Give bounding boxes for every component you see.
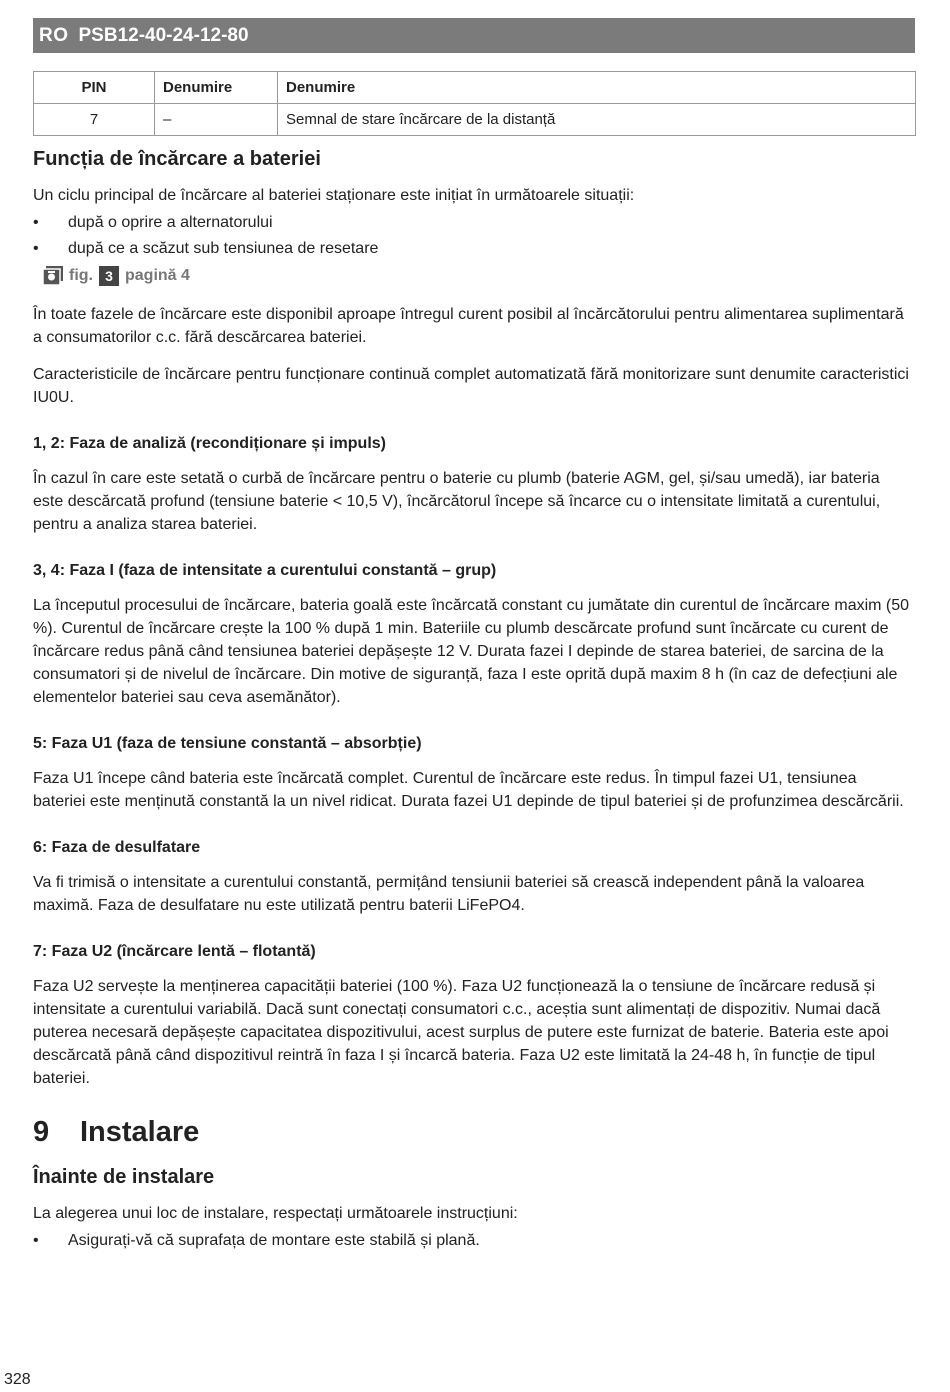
phase-title: 5: Faza U1 (faza de tensiune constantă – absorbție) [33,735,422,752]
install-subtitle: Înainte de instalare [33,1166,215,1188]
phase-title: 6: Faza de desulfatare [33,839,201,856]
language-code: RO [39,24,69,46]
chapter-title: Instalare [80,1116,200,1148]
list-item: • după ce a scăzut sub tensiunea de resetare [33,240,379,257]
install-bullet-list [33,1229,913,1252]
pin-table [33,71,916,136]
phase-text: Faza U2 servește la menținerea capacității bateriei (100 %). Faza U2 funcționează la o tensiune de încărcare redusă și intensitate a curentului variabilă. Dacă sunt conectați consumatori c.c., aceștia sunt alimentați de dispozitiv. Numai dacă puterea necesară depășește capacitatea dispozitivului, acest surplus de putere este furnizat de baterie. Bateria este apoi descărcată până când dispozitivul reintră în faza I și încarcă bateria. Faza U2 este limitată la 24-48 h, în funcție de tipul bateriei. [33,978,889,1087]
table-row [34,104,916,136]
cell-pin: 7 [34,104,155,136]
page-number: 328 [4,1371,31,1388]
phase-title: 7: Faza U2 (încărcare lentă – flotantă) [33,943,316,960]
phase-text: Faza U1 începe când bateria este încărcată complet. Curentul de încărcare este redus. În timpul fazei U1, tensiunea bateriei este menținută constantă la un nivel ridicat. Durata fazei U1 depinde de tipul bateriei și de profunzimea descărcării. [33,770,904,810]
phase-text: În cazul în care este setată o curbă de încărcare pentru o baterie cu plumb (baterie AGM, gel, și/sau umedă), iar bateria este descărcată profund (tensiune baterie < 10,5 V), încărcătorul începe să încarce cu o intensitate limitată a curentului, pentru a analiza starea bateriei. [33,470,881,533]
figure-number: 3 [99,266,119,286]
chapter-heading [33,1114,913,1150]
chapter-number: 9 [33,1116,50,1148]
section-title-charge: Funcția de încărcare a bateriei [33,148,321,170]
list-item: • după o oprire a alternatorului [33,214,273,231]
camera-icon [43,266,63,285]
figure-reference[interactable] [43,264,913,287]
charge-paragraph-1: În toate fazele de încărcare este disponibil aproape întregul curent posibil al încărcătorului pentru alimentarea suplimentară a consumatorilor c.c. fără descărcarea bateriei. [33,306,904,346]
table-header-row [34,72,916,104]
figure-page: pagină 4 [125,267,190,284]
col-header-desc: Denumire [278,72,916,104]
phase-text: La începutul procesului de încărcare, bateria goală este încărcată constant cu jumătate din curentul de încărcare maxim (50 %). Curentul de încărcare crește la 100 % după 1 min. Bateriile cu plumb descărcate profund sunt încărcate cu curent de încărcare redus până când tensiunea bateriei depășește 12 V. Durata fazei I depinde de starea bateriei, de sarcina de la consumatori și de nivelul de încărcare. Din motive de siguranță, faza I este oprită după maxim 8 h (în caz de defecțiuni ale elementelor bateriei sau ceva asemănător). [33,597,910,706]
figure-label: fig. [69,267,93,284]
model-name: PSB12-40-24-12-80 [78,24,249,46]
cell-name: – [155,104,278,136]
charge-paragraph-2: Caracteristicile de încărcare pentru funcționare continuă complet automatizată fără monitorizare sunt denumite caracteristici IU0U. [33,366,909,406]
cell-desc: Semnal de stare încărcare de la distanță [278,104,916,136]
phase-title: 3, 4: Faza I (faza de intensitate a curentului constantă – grup) [33,562,497,579]
page-header [33,18,915,53]
phase-text: Va fi trimisă o intensitate a curentului constantă, permițând tensiunii bateriei să crească independent până la valoarea maximă. Faza de desulfatare nu este utilizată pentru baterii LiFePO4. [33,874,865,914]
main-content [33,146,913,1255]
charge-bullet-list [33,211,913,260]
col-header-pin: PIN [34,72,155,104]
charge-intro: Un ciclu principal de încărcare al bateriei staționare este inițiat în următoarele situații: [33,187,635,204]
list-item: • Asigurați-vă că suprafața de montare este stabilă și plană. [33,1232,480,1249]
install-intro: La alegerea unui loc de instalare, respectați următoarele instrucțiuni: [33,1205,518,1222]
col-header-name: Denumire [155,72,278,104]
phase-title: 1, 2: Faza de analiză (recondiționare și impuls) [33,435,386,452]
